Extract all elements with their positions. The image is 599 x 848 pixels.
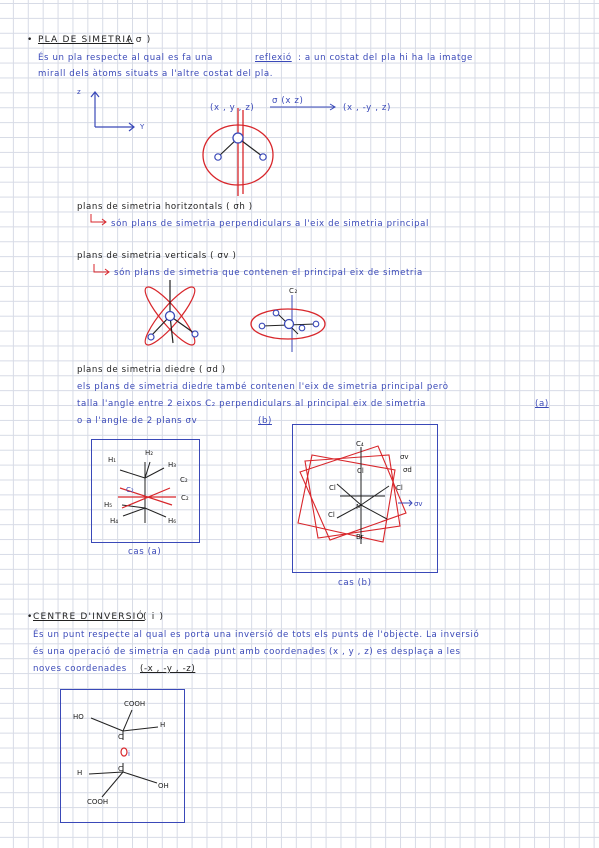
inversion-cooh-top: COOH	[124, 700, 146, 708]
case-b-c4: C₄	[356, 440, 364, 448]
case-b-cl-left: Cl	[329, 484, 336, 492]
case-a-c2-center: C₂	[126, 486, 134, 494]
diedre-desc-line1: els plans de simetria diedre també contenen l'eix de simetria principal però	[77, 382, 449, 392]
case-b-metal: M	[356, 503, 363, 511]
inversion-oh: OH	[158, 782, 169, 790]
case-b-br: Br	[356, 533, 364, 541]
section-bullet: •	[27, 35, 34, 45]
definition-text-part2: : a un costat del pla hi ha la imatge	[298, 53, 473, 63]
section-title-symbol: ( σ )	[127, 35, 152, 45]
inversion-text-line3: noves coordenades	[33, 664, 127, 674]
inversion-h-left: H	[77, 769, 83, 777]
case-b-cl-right: Cl	[396, 484, 403, 492]
horizontal-planes-desc: són plans de simetria perpendiculars a l'eix de simetria principal	[111, 219, 430, 229]
section-title-centre-inversio: CENTRE D'INVERSIÓ	[33, 612, 145, 622]
definition-text-part1: És un pla respecte al qual es fa una	[38, 53, 214, 63]
diedre-case-b-ref: (b)	[258, 416, 272, 426]
vertical-planes-label: plans de simetria verticals ( σv )	[77, 251, 237, 261]
diedre-planes-label: plans de simetria diedre ( σd )	[77, 365, 226, 375]
diedre-case-a-ref: (a)	[535, 399, 549, 409]
case-a-c2-mid: C₂	[181, 494, 189, 502]
symmetry-operator: σ (x z)	[272, 96, 304, 106]
c2-molecule	[251, 295, 325, 352]
case-a-h1: H₁	[108, 456, 117, 464]
vertical-planes-desc: són plans de simetria que contenen el principal eix de simetria	[114, 268, 423, 278]
case-b-cl-top: Cl	[357, 467, 364, 475]
diedre-desc-line3: o a l'angle de 2 plans σv	[77, 416, 198, 426]
inversion-text-line1: És un punt respecte al qual es porta una inversió de tots els punts de l'objecte. La inversió	[33, 630, 480, 640]
case-a-c2-top: C₂	[180, 476, 188, 484]
case-a-caption: cas (a)	[128, 547, 162, 557]
case-b-cl-bottom: Cl	[328, 511, 335, 519]
inversion-h-right: H	[160, 721, 166, 729]
case-a-h6: H₆	[168, 517, 177, 525]
inversion-c-bottom: C	[118, 765, 123, 773]
case-a-h5: H₅	[104, 501, 113, 509]
c2-axis-label: C₂	[289, 287, 298, 295]
inversion-c-top: C	[118, 733, 123, 741]
diedre-desc-line2: talla l'angle entre 2 eixos C₂ perpendiculars al principal eix de simetria	[77, 399, 427, 409]
water-molecule-plane	[203, 108, 273, 196]
axis-y-label: Y	[140, 123, 145, 131]
case-a-h4: H₄	[110, 517, 119, 525]
subbullet-arrows	[91, 214, 109, 275]
section-title-symbol-2: ( i )	[143, 612, 165, 622]
definition-text-line2: mirall dels àtoms situats a l'altre costat del pla.	[38, 69, 274, 79]
section-title-pla-simetria: PLA DE SIMETRIA	[38, 35, 134, 45]
case-a-ethane	[104, 449, 189, 525]
coord-original: (x , y , z)	[210, 103, 255, 113]
inversion-new-coords: (-x , -y , -z)	[140, 664, 196, 674]
definition-keyword-reflexio: reflexió	[255, 53, 292, 63]
inversion-center-i: i	[128, 750, 130, 758]
inversion-molecule	[73, 700, 169, 806]
axis-arrows	[91, 92, 134, 131]
vertical-planes-molecule	[139, 280, 200, 350]
coord-reflected: (x , -y , z)	[343, 103, 391, 113]
inversion-text-line2: és una operació de simetria en cada punt amb coordenades (x , y , z) es desplaça a les	[33, 647, 461, 657]
case-a-h2: H₂	[145, 449, 154, 457]
horizontal-planes-label: plans de simetria horitzontals ( σh )	[77, 202, 253, 212]
case-b-sigma-d: σd	[403, 466, 412, 474]
case-b-sigma-v: σv	[400, 453, 409, 461]
case-a-h3: H₃	[168, 461, 177, 469]
axis-z-label: z	[77, 88, 82, 96]
inversion-cooh-bottom: COOH	[87, 798, 109, 806]
case-b-sigma-v-arrow: σv	[414, 500, 423, 508]
inversion-ho: HO	[73, 713, 84, 721]
case-b-complex	[298, 440, 423, 544]
case-b-caption: cas (b)	[338, 578, 372, 588]
mapping-arrow	[270, 104, 335, 110]
section-bullet-2: •	[27, 612, 34, 622]
